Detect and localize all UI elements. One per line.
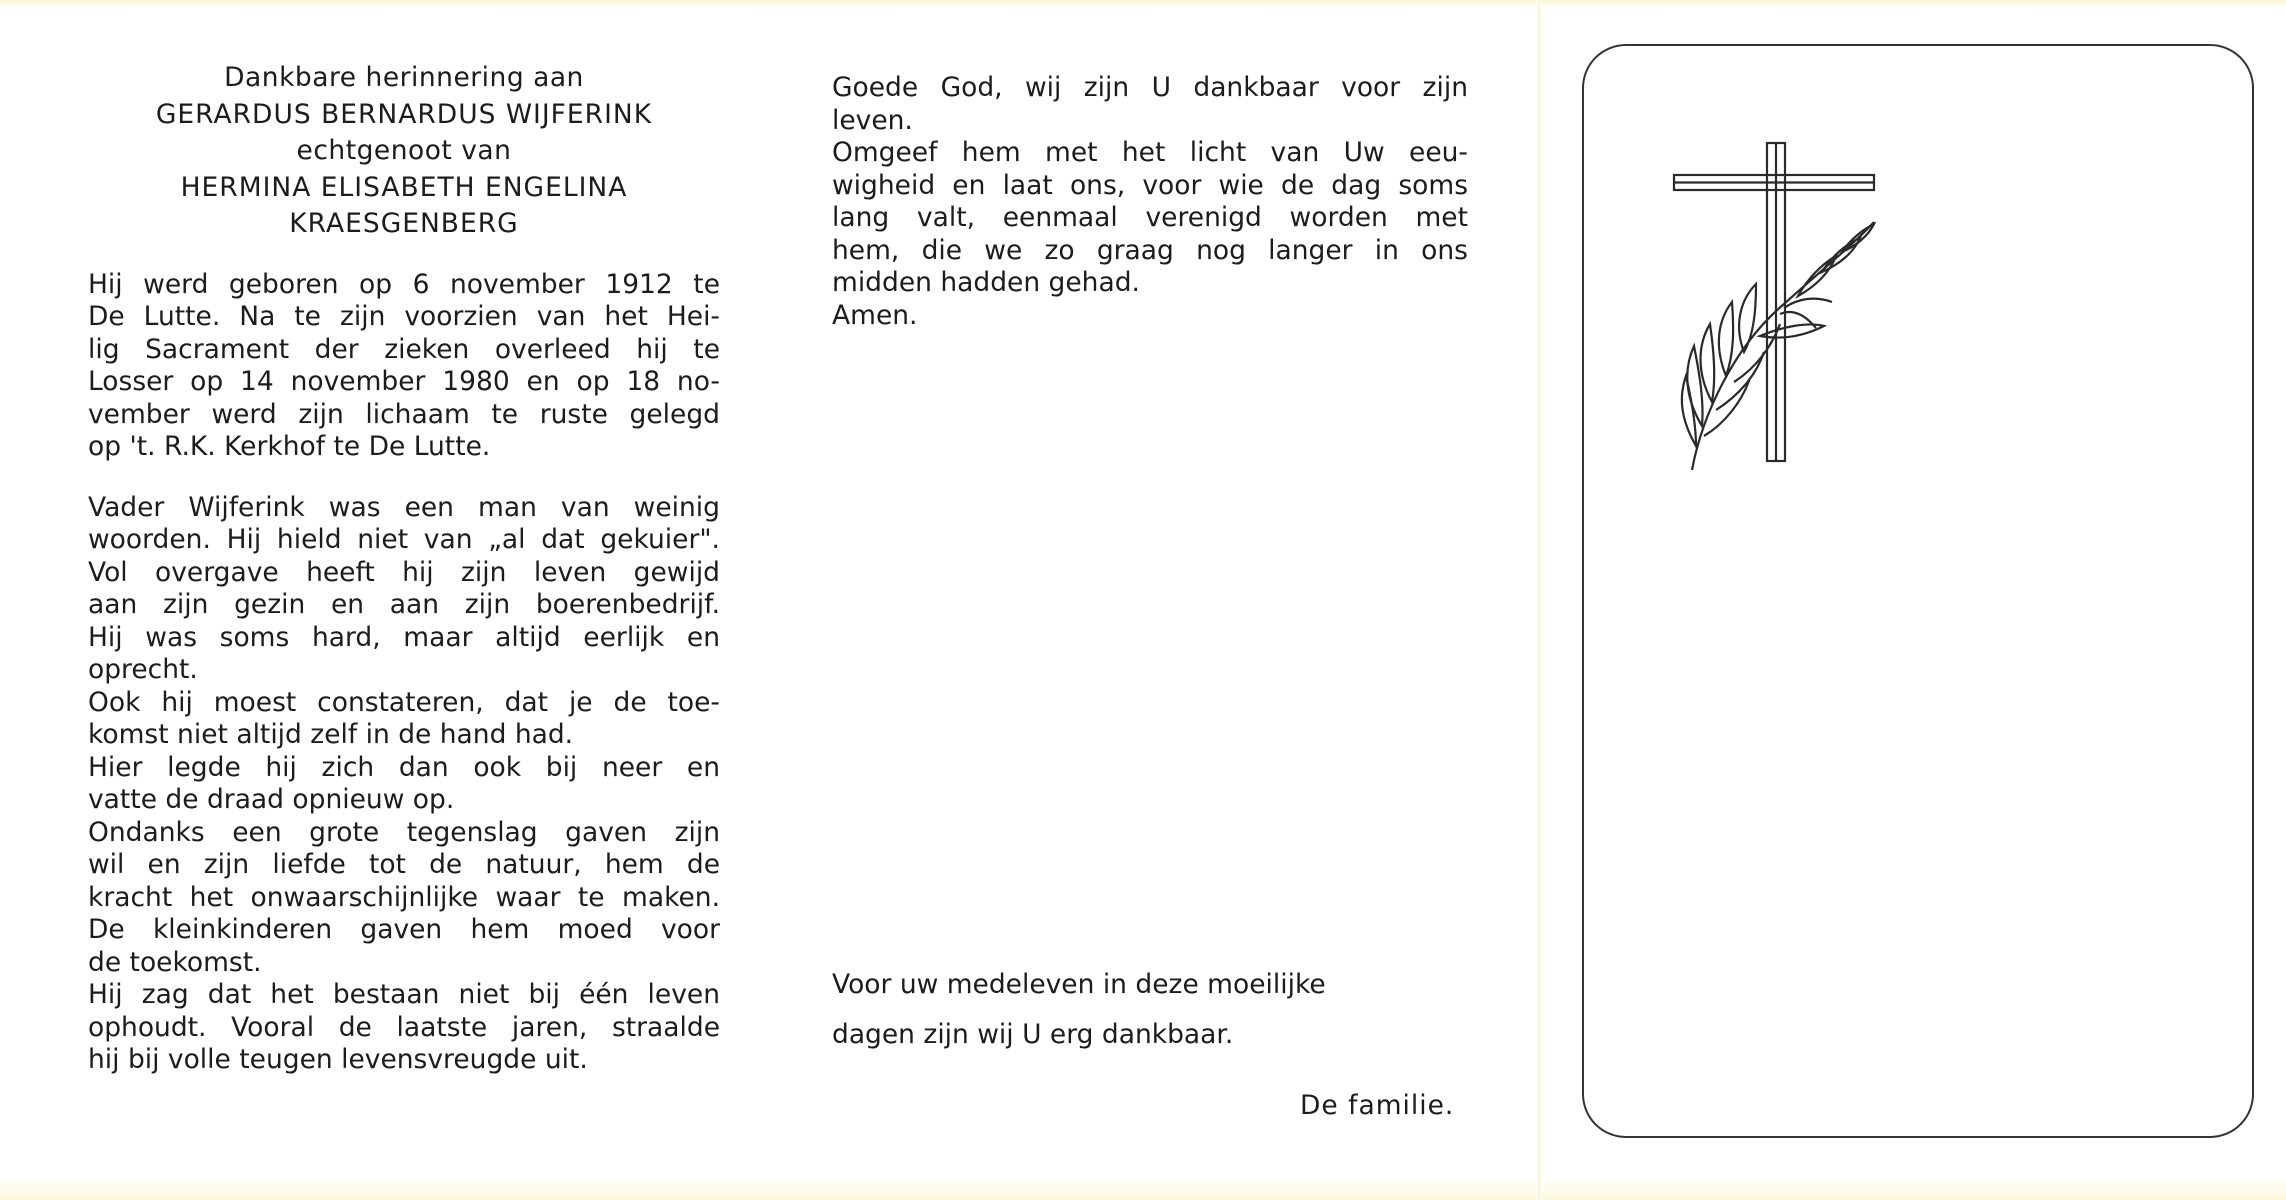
character-line: Hier legde hij zich dan ook bij neer en: [88, 751, 720, 783]
bio-line: lig Sacrament der zieken overleed hij te: [88, 333, 720, 365]
character-line: Vol overgave heeft hij zijn leven gewijd: [88, 556, 720, 588]
left-panel: [88, 62, 720, 1077]
bio-line: Hij werd geboren op 6 november 1912 te: [88, 268, 720, 300]
heading-block: [88, 62, 720, 241]
bio-line: Losser op 14 november 1980 en op 18 no-: [88, 366, 720, 397]
heading-intro: Dankbare herinnering aan: [224, 62, 584, 93]
spouse-name-line2: KRAESGENBERG: [289, 208, 519, 239]
character-line: komst niet altijd zelf in de hand had.: [88, 719, 574, 750]
prayer-line: hem, die we zo graag nog langer in ons: [832, 234, 1468, 266]
character-line: kracht het onwaarschijnlijke waar te maken.: [88, 881, 720, 913]
character-line: hij bij volle teugen levensvreugde uit.: [88, 1044, 588, 1075]
character-paragraph: [88, 492, 720, 1077]
character-line: Ook hij moest constateren, dat je de toe-: [88, 686, 720, 718]
bio-line: De Lutte. Na te zijn voorzien van het Hei-: [88, 301, 720, 332]
prayer-panel: [832, 72, 1468, 332]
relation-text: echtgenoot van: [296, 135, 512, 166]
character-line: Hij was soms hard, maar altijd eerlijk en: [88, 621, 720, 653]
prayer-line: lang valt, eenmaal verenigd worden met: [832, 202, 1468, 233]
character-line: wil en zijn liefde tot de natuur, hem de: [88, 849, 720, 880]
card-fold-line: [1536, 0, 1542, 1200]
prayer-line: midden hadden gehad.: [832, 267, 1140, 298]
thanks-line: Voor uw medeleven in deze moeilijke: [832, 969, 1326, 1000]
prayer-line: leven.: [832, 104, 913, 136]
thanks-line: dagen zijn wij U erg dankbaar.: [832, 1019, 1234, 1050]
prayer-line: Omgeef hem met het licht van Uw eeu-: [832, 137, 1468, 168]
bio-line: op 't. R.K. Kerkhof te De Lutte.: [88, 431, 491, 462]
bio-line: vember werd zijn lichaam te ruste gelegd: [88, 398, 720, 430]
character-line: Vader Wijferink was een man van weinig: [88, 491, 720, 523]
prayer-line: Amen.: [832, 299, 918, 331]
paper-edge-bottom: [0, 1176, 2286, 1200]
prayer-text: [832, 72, 1468, 332]
character-line: De kleinkinderen gaven hem moed voor: [88, 914, 720, 945]
deceased-name: GERARDUS BERNARDUS WIJFERINK: [155, 98, 653, 130]
character-line: Hij zag dat het bestaan niet bij één leven: [88, 979, 720, 1010]
character-line: ophoudt. Vooral de laatste jaren, straalde: [88, 1011, 720, 1043]
bio-paragraph: [88, 269, 720, 464]
character-line: woorden. Hij hield niet van „al dat gekuier".: [88, 524, 720, 555]
prayer-line: Goede God, wij zijn U dankbaar voor zijn: [832, 72, 1468, 103]
character-line: vatte de draad opnieuw op.: [88, 784, 455, 815]
character-line: de toekomst.: [88, 946, 262, 978]
cross-with-palm-icon: [1584, 46, 2256, 1140]
signature-text: De familie.: [1300, 1090, 1455, 1121]
thanks-text: [832, 960, 1468, 1060]
cross-card: [1582, 44, 2254, 1138]
prayer-line: wigheid en laat ons, voor wie de dag soms: [832, 169, 1468, 201]
paper-edge-top: [0, 0, 2286, 8]
spouse-name-line1: HERMINA ELISABETH ENGELINA: [180, 171, 628, 203]
character-line: aan zijn gezin en aan zijn boerenbedrijf.: [88, 589, 720, 620]
character-line: oprecht.: [88, 654, 198, 685]
character-line: Ondanks een grote tegenslag gaven zijn: [88, 816, 720, 848]
